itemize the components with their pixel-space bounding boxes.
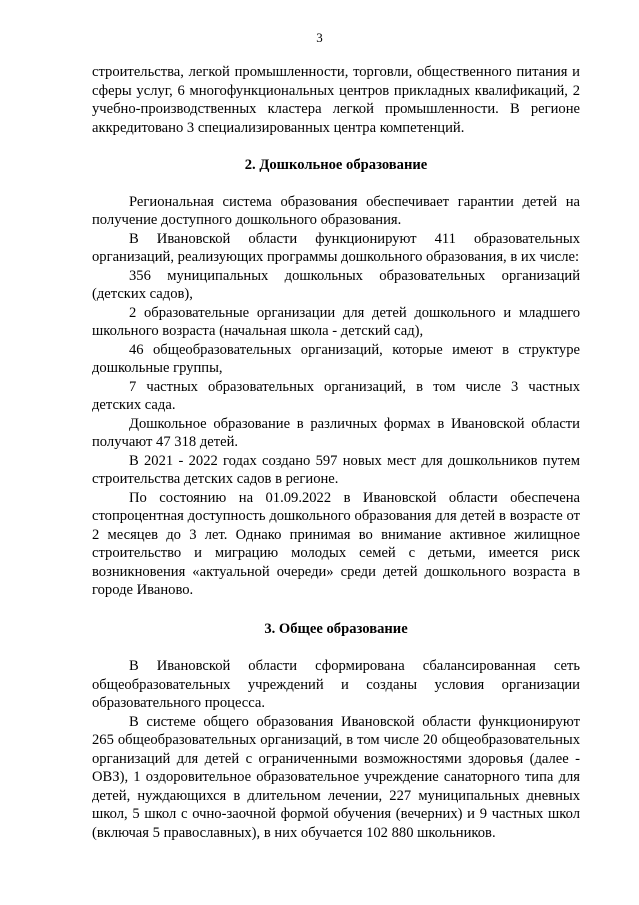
section-2-paragraph-8: В 2021 - 2022 годах создано 597 новых мест для дошкольников путем строительства детских садов в регионе. (92, 452, 580, 487)
intro-continuation-paragraph: строительства, легкой промышленности, торговли, общественного питания и сферы услуг, 6 многофункциональных центров прикладных квалификаций, 2 учебно-производственных кластера легкой промышленности. В регионе аккредитовано 3 специализированных центра компетенций. (92, 64, 580, 136)
section-2-paragraph-4: 2 образовательные организации для детей дошкольного и младшего школьного возраста (начальная школа - детский сад), (92, 304, 580, 339)
section-3-heading: 3. Общее образование (264, 620, 408, 637)
section-2-paragraph-1: Региональная система образования обеспечивает гарантии детей на получение доступного дошкольного образования. (92, 193, 580, 228)
section-2-heading: 2. Дошкольное образование (244, 157, 428, 173)
section-2-paragraph-3: 356 муниципальных дошкольных образовательных организаций (детских садов), (92, 267, 580, 302)
section-2-paragraph-6: 7 частных образовательных организаций, в том числе 3 частных детских сада. (92, 378, 580, 413)
section-3-paragraph-2: В системе общего образования Ивановской области функционируют 265 общеобразовательных организаций, в том числе 20 общеобразовательных организаций для детей с ограниченными возможностями здоровья (далее - ОВЗ), 1 оздоровительное образовательное учреждение санаторного типа для детей, нуждающихся в длительном лечении, 227 муниципальных дневных школ, 5 школ с очно-заочной формой обучения (вечерних) и 9 частных школ (включая 5 православных), в них обучается 102 880 школьников. (92, 713, 580, 841)
section-2-paragraph-5: 46 общеобразовательных организаций, которые имеют в структуре дошкольные группы, (92, 341, 580, 376)
section-2-paragraph-9: По состоянию на 01.09.2022 в Ивановской области обеспечена стопроцентная доступность дошкольного образования для детей в возрасте от 2 месяцев до 3 лет. Однако принимая во внимание активное жилищное строительство и миграцию молодых семей с детьми, имеется риск возникновения «актуальной очереди» среди детей дошкольного возраста в городе Иваново. (92, 489, 580, 598)
document-body (92, 63, 580, 842)
section-3-paragraph-1: В Ивановской области сформирована сбалансированная сеть общеобразовательных учреждений и созданы условия организации образовательного процесса. (92, 658, 580, 711)
section-2-paragraph-7: Дошкольное образование в различных формах в Ивановской области получают 47 318 детей. (92, 415, 580, 450)
section-2-paragraph-2: В Ивановской области функционируют 411 образовательных организаций, реализующих программы дошкольного образования, в их числе: (92, 230, 580, 265)
page-number: 3 (316, 30, 323, 45)
